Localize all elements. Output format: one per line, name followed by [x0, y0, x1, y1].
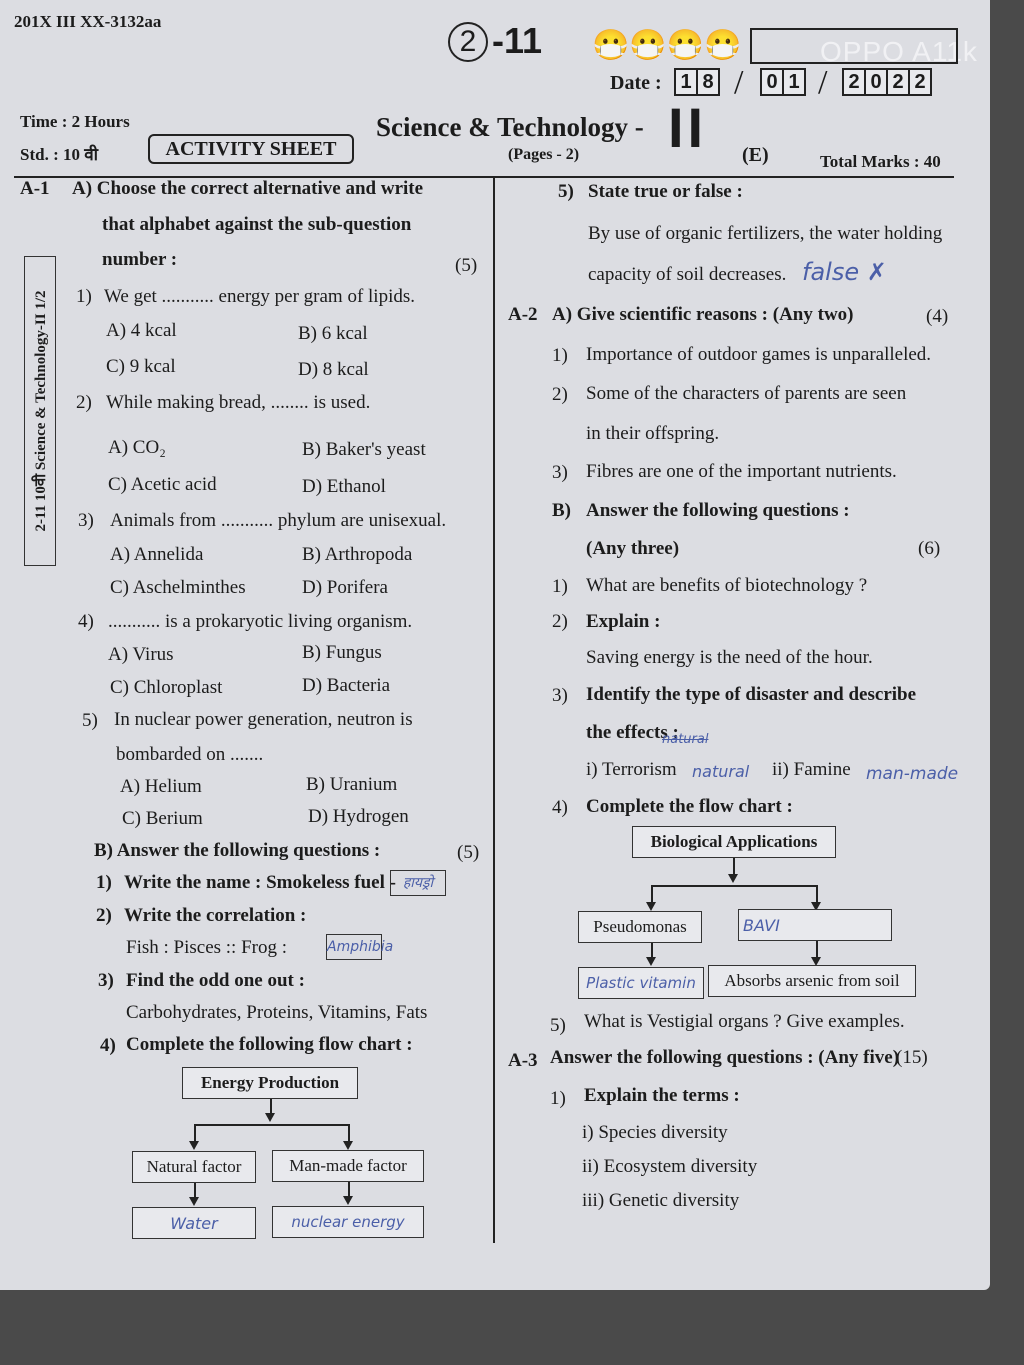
date-day	[674, 68, 718, 96]
medium-label: (E)	[742, 144, 769, 166]
emoji-stickers-icon: 😷😷😷😷	[592, 29, 742, 62]
question-number: 4)	[552, 797, 568, 818]
question-5-line1: In nuclear power generation, neutron is	[114, 709, 413, 730]
option-3b: B) Arthropoda	[302, 544, 413, 565]
flow-answer-natural: Water	[132, 1207, 256, 1239]
flow-energy-production: Energy Production	[182, 1067, 358, 1099]
date-digit: 2	[886, 68, 910, 96]
any-three: (Any three)	[586, 538, 680, 559]
date-label: Date :	[610, 72, 662, 94]
term-genetic-diversity: iii) Genetic diversity	[582, 1190, 740, 1211]
section-b-right-marks: (6)	[918, 538, 941, 559]
disaster-terrorism: i) Terrorism	[586, 759, 677, 780]
question-number: 2)	[552, 611, 568, 632]
date-digit: 1	[674, 68, 698, 96]
flow-natural-factor: Natural factor	[132, 1151, 256, 1183]
question-number: 5)	[550, 1015, 566, 1036]
flow-answer-manmade: nuclear energy	[272, 1206, 424, 1238]
b2-answer-box: Amphibia	[326, 934, 382, 960]
date-slash: /	[818, 64, 828, 101]
b2-correlation: Fish : Pisces :: Frog :	[126, 937, 287, 958]
a2-instruction: A) Give scientific reasons : (Any two)	[552, 304, 854, 325]
question-number: 3)	[78, 510, 94, 531]
option-4d: D) Bacteria	[302, 675, 391, 696]
option-3d: D) Porifera	[302, 577, 388, 598]
question-number: 4)	[100, 1035, 116, 1056]
a1-instruction-line2: that alphabet against the sub-question	[102, 214, 412, 235]
question-number: 1)	[552, 576, 568, 597]
a1-marks: (5)	[455, 255, 478, 276]
b-question-2: Write the correlation :	[124, 905, 307, 926]
a1-instruction-line1: A) Choose the correct alternative and write	[72, 178, 424, 199]
option-4a: A) Virus	[108, 644, 174, 665]
section-a2-label: A-2	[508, 304, 538, 325]
question-number: 2)	[96, 905, 112, 926]
sub-question-4: Complete the flow chart :	[586, 796, 793, 817]
true-false-answer: false ✗	[802, 258, 887, 286]
question-number: 2)	[76, 392, 92, 413]
date-month	[760, 68, 804, 96]
date-year	[842, 68, 930, 96]
question-number: 3)	[98, 970, 114, 991]
reason-3: Fibres are one of the important nutrients.	[586, 461, 897, 482]
sub-question-1: What are benefits of biotechnology ?	[586, 575, 868, 596]
flow-answer-right: BAVI	[738, 909, 892, 941]
date-digit: 2	[842, 68, 866, 96]
option-5d: D) Hydrogen	[308, 806, 409, 827]
subject-title: Science & Technology -	[376, 112, 644, 142]
time-label: Time : 2 Hours	[20, 112, 130, 131]
question-number: 2)	[552, 384, 568, 405]
option-2a: A) CO₂	[108, 437, 166, 458]
reason-1: Importance of outdoor games is unparalleled.	[586, 344, 932, 365]
sub-question-3-line2: the effects :	[586, 722, 679, 743]
question-3: Animals from ........... phylum are unisexual.	[110, 510, 447, 531]
true-false-question: State true or false :	[588, 181, 743, 202]
a2-marks: (4)	[926, 306, 949, 327]
question-2: While making bread, ........ is used.	[106, 392, 371, 413]
option-3a: A) Annelida	[110, 544, 204, 565]
b1-answer-box: हायड्रो	[390, 870, 446, 896]
column-divider	[493, 178, 495, 1243]
famine-answer: man-made	[866, 764, 959, 784]
option-4c: C) Chloroplast	[110, 677, 223, 698]
question-1: We get ........... energy per gram of lipids.	[104, 286, 416, 307]
date-digit: 2	[908, 68, 932, 96]
question-number: 1)	[550, 1088, 566, 1109]
question-number: 1)	[552, 345, 568, 366]
section-a1-label: A-1	[20, 178, 50, 199]
a3-instruction: Answer the following questions : (Any five)	[550, 1047, 900, 1068]
sub-question-5: What is Vestigial organs ? Give examples.	[584, 1011, 905, 1032]
option-5b: B) Uranium	[306, 774, 398, 795]
subject-part: II	[668, 96, 708, 159]
date-digit: 0	[864, 68, 888, 96]
page-suffix: -11	[492, 20, 543, 61]
total-marks: Total Marks : 40	[820, 152, 941, 171]
std-label: Std. : 10 वी	[20, 145, 99, 164]
option-1a: A) 4 kcal	[106, 320, 177, 341]
b-question-4: Complete the following flow chart :	[126, 1034, 413, 1055]
side-label-box	[24, 256, 56, 566]
section-b-label: B)	[552, 500, 571, 521]
question-number: 1)	[96, 872, 112, 893]
option-2c: C) Acetic acid	[108, 474, 217, 495]
explain-terms: Explain the terms :	[584, 1085, 740, 1106]
option-4b: B) Fungus	[302, 642, 382, 663]
pages-label: (Pages - 2)	[508, 146, 580, 163]
option-2b: B) Baker's yeast	[302, 439, 426, 460]
flow-pseudomonas: Pseudomonas	[578, 911, 702, 943]
a1-instruction-line3: number :	[102, 249, 178, 270]
seat-number-boxes	[750, 28, 958, 64]
paper-code: 201X III XX-3132aa	[14, 12, 162, 31]
question-number: 5)	[558, 181, 574, 202]
question-number: 4)	[78, 611, 94, 632]
option-1b: B) 6 kcal	[298, 323, 368, 344]
date-digit: 0	[760, 68, 784, 96]
sub-question-3-line1: Identify the type of disaster and describe	[586, 684, 917, 705]
flow-absorbs-arsenic: Absorbs arsenic from soil	[708, 965, 916, 997]
term-species-diversity: i) Species diversity	[582, 1122, 728, 1143]
option-5c: C) Berium	[122, 808, 203, 829]
flow-answer-bottom: Plastic vitamin	[578, 967, 704, 999]
sub-question-2: Explain :	[586, 611, 661, 632]
page-number-circle: 2	[448, 22, 488, 62]
b-question-1: Write the name : Smokeless fuel -	[124, 872, 396, 893]
question-number: 1)	[76, 286, 92, 307]
date-digit: 1	[782, 68, 806, 96]
true-false-text2: capacity of soil decreases.	[588, 264, 787, 285]
section-b-heading: B) Answer the following questions :	[94, 840, 381, 861]
section-a3-label: A-3	[508, 1050, 538, 1071]
option-1c: C) 9 kcal	[106, 356, 176, 377]
disaster-famine: ii) Famine	[772, 759, 851, 780]
b-question-3: Find the odd one out :	[126, 970, 305, 991]
option-2d: D) Ethanol	[302, 476, 386, 497]
option-3c: C) Aschelminthes	[110, 577, 246, 598]
question-5-line2: bombarded on .......	[116, 744, 264, 765]
sub-question-2-text: Saving energy is the need of the hour.	[586, 647, 873, 668]
flow-biological-applications: Biological Applications	[632, 826, 836, 858]
option-5a: A) Helium	[120, 776, 202, 797]
side-label: 2-11 10वी Science & Technology-II 1/2	[33, 290, 49, 532]
date-slash: /	[734, 64, 744, 101]
section-b-heading-right: Answer the following questions :	[586, 500, 850, 521]
terrorism-answer: natural	[692, 762, 750, 781]
section-b-marks: (5)	[457, 842, 480, 863]
struck-answer: natural	[662, 732, 709, 747]
reason-2-line1: Some of the characters of parents are seen	[586, 383, 907, 404]
camera-watermark: OPPO A11k	[820, 36, 978, 67]
activity-sheet-badge: ACTIVITY SHEET	[148, 134, 354, 164]
b3-items: Carbohydrates, Proteins, Vitamins, Fats	[126, 1002, 428, 1023]
true-false-text1: By use of organic fertilizers, the water holding	[588, 223, 943, 244]
question-number: 3)	[552, 462, 568, 483]
date-digit: 8	[696, 68, 720, 96]
flow-manmade-factor: Man-made factor	[272, 1150, 424, 1182]
option-1d: D) 8 kcal	[298, 359, 369, 380]
term-ecosystem-diversity: ii) Ecosystem diversity	[582, 1156, 758, 1177]
question-4: ........... is a prokaryotic living organism.	[108, 611, 413, 632]
question-number: 3)	[552, 685, 568, 706]
question-number: 5)	[82, 710, 98, 731]
reason-2-line2: in their offspring.	[586, 423, 720, 444]
a3-marks: (15)	[896, 1047, 928, 1068]
